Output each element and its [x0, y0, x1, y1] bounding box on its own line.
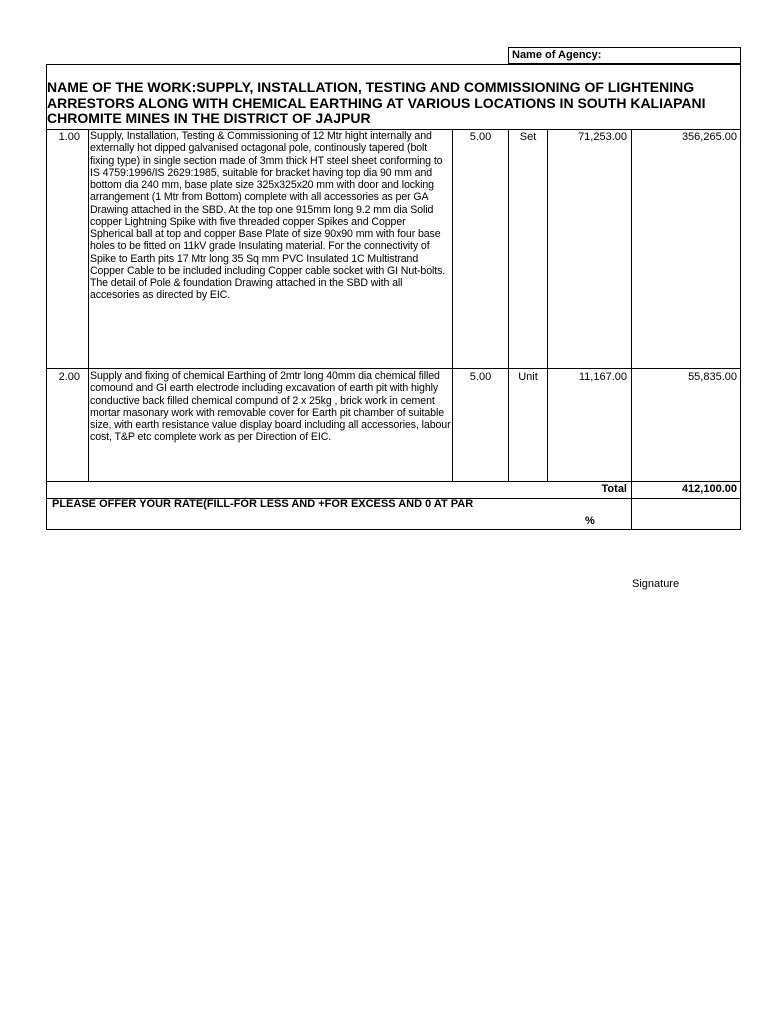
item-2-unit: Unit [518, 371, 538, 383]
item-1-description: Supply, Installation, Testing & Commissioning of 12 Mtr hight internally and externally hot dipped galvanised octagonal pole, continously tapered (bolt fixing type) in single section made of 3mm thick HT steel sheet conforming to IS 4759:1996/IS 2629:1985, suitable for bracket having top dia 90 mm and bottom dia 240 mm, base plate size 325x325x20 mm with door and locking arrangement (1 Mtr from Bottom) complete with all accessories as per GA Drawing attached in the SBD. At the top one 915mm long 9.2 mm dia Solid copper Lightning Spike with five threaded copper Spikes and Copper Spherical ball at top and copper Base Plate of size 90x90 mm with four base holes to be fitted on 11kV grade Insulating material. For the connectivity of Spike to Earth pits 17 Mtr long 35 Sq mm PVC Insulated 1C Multistrand Copper Cable to be included including Copper cable socket with GI Nut-bolts. The detail of Pole & foundation Drawing attached in the SBD with all accesories as directed by EIC. [90, 130, 446, 302]
rate-offer-label: PLEASE OFFER YOUR RATE(FILL-FOR LESS AND +FOR EXCESS AND 0 AT PAR [52, 498, 474, 510]
item-1-rate: 71,253.00 [578, 131, 627, 143]
item-2-amount: 55,835.00 [688, 371, 737, 383]
item-1-unit: Set [519, 131, 537, 143]
agency-name-field[interactable] [508, 47, 741, 64]
total-label: Total [601, 483, 627, 495]
item-2-qty: 5.00 [469, 371, 492, 383]
item-2-sl: 2.00 [58, 371, 80, 383]
percent-symbol: % [585, 515, 595, 527]
signature-label: Signature [632, 578, 680, 590]
work-title: NAME OF THE WORK:SUPPLY, INSTALLATION, TESTING AND COMMISSIONING OF LIGHTENING ARRESTORS ALONG WITH CHEMICAL EARTHING AT VARIOUS LOCATIONS IN SOUTH KALIAPANI CHROMITE MINES IN THE DISTRICT OF JAJPUR [47, 79, 706, 126]
item-2-description: Supply and fixing of chemical Earthing of 2mtr long 40mm dia chemical filled comound and GI earth electrode including excavation of earth pit with highly conductive back filled chemical compund of 2 x 25kg , brick work in cement mortar masonary work with removable cover for Earth pit chamber of suitable size, with earth resistance value display board including all accessories, labour cost, T&P etc complete work as per Direction of EIC. [90, 370, 451, 444]
item-1-qty: 5.00 [469, 131, 492, 143]
rate-offer-input[interactable] [632, 499, 740, 529]
item-1-amount: 356,265.00 [681, 131, 737, 143]
item-1-sl: 1.00 [58, 131, 80, 143]
total-value: 412,100.00 [681, 483, 737, 495]
agency-name-label: Name of Agency: [512, 49, 602, 61]
item-2-rate: 11,167.00 [578, 371, 627, 383]
